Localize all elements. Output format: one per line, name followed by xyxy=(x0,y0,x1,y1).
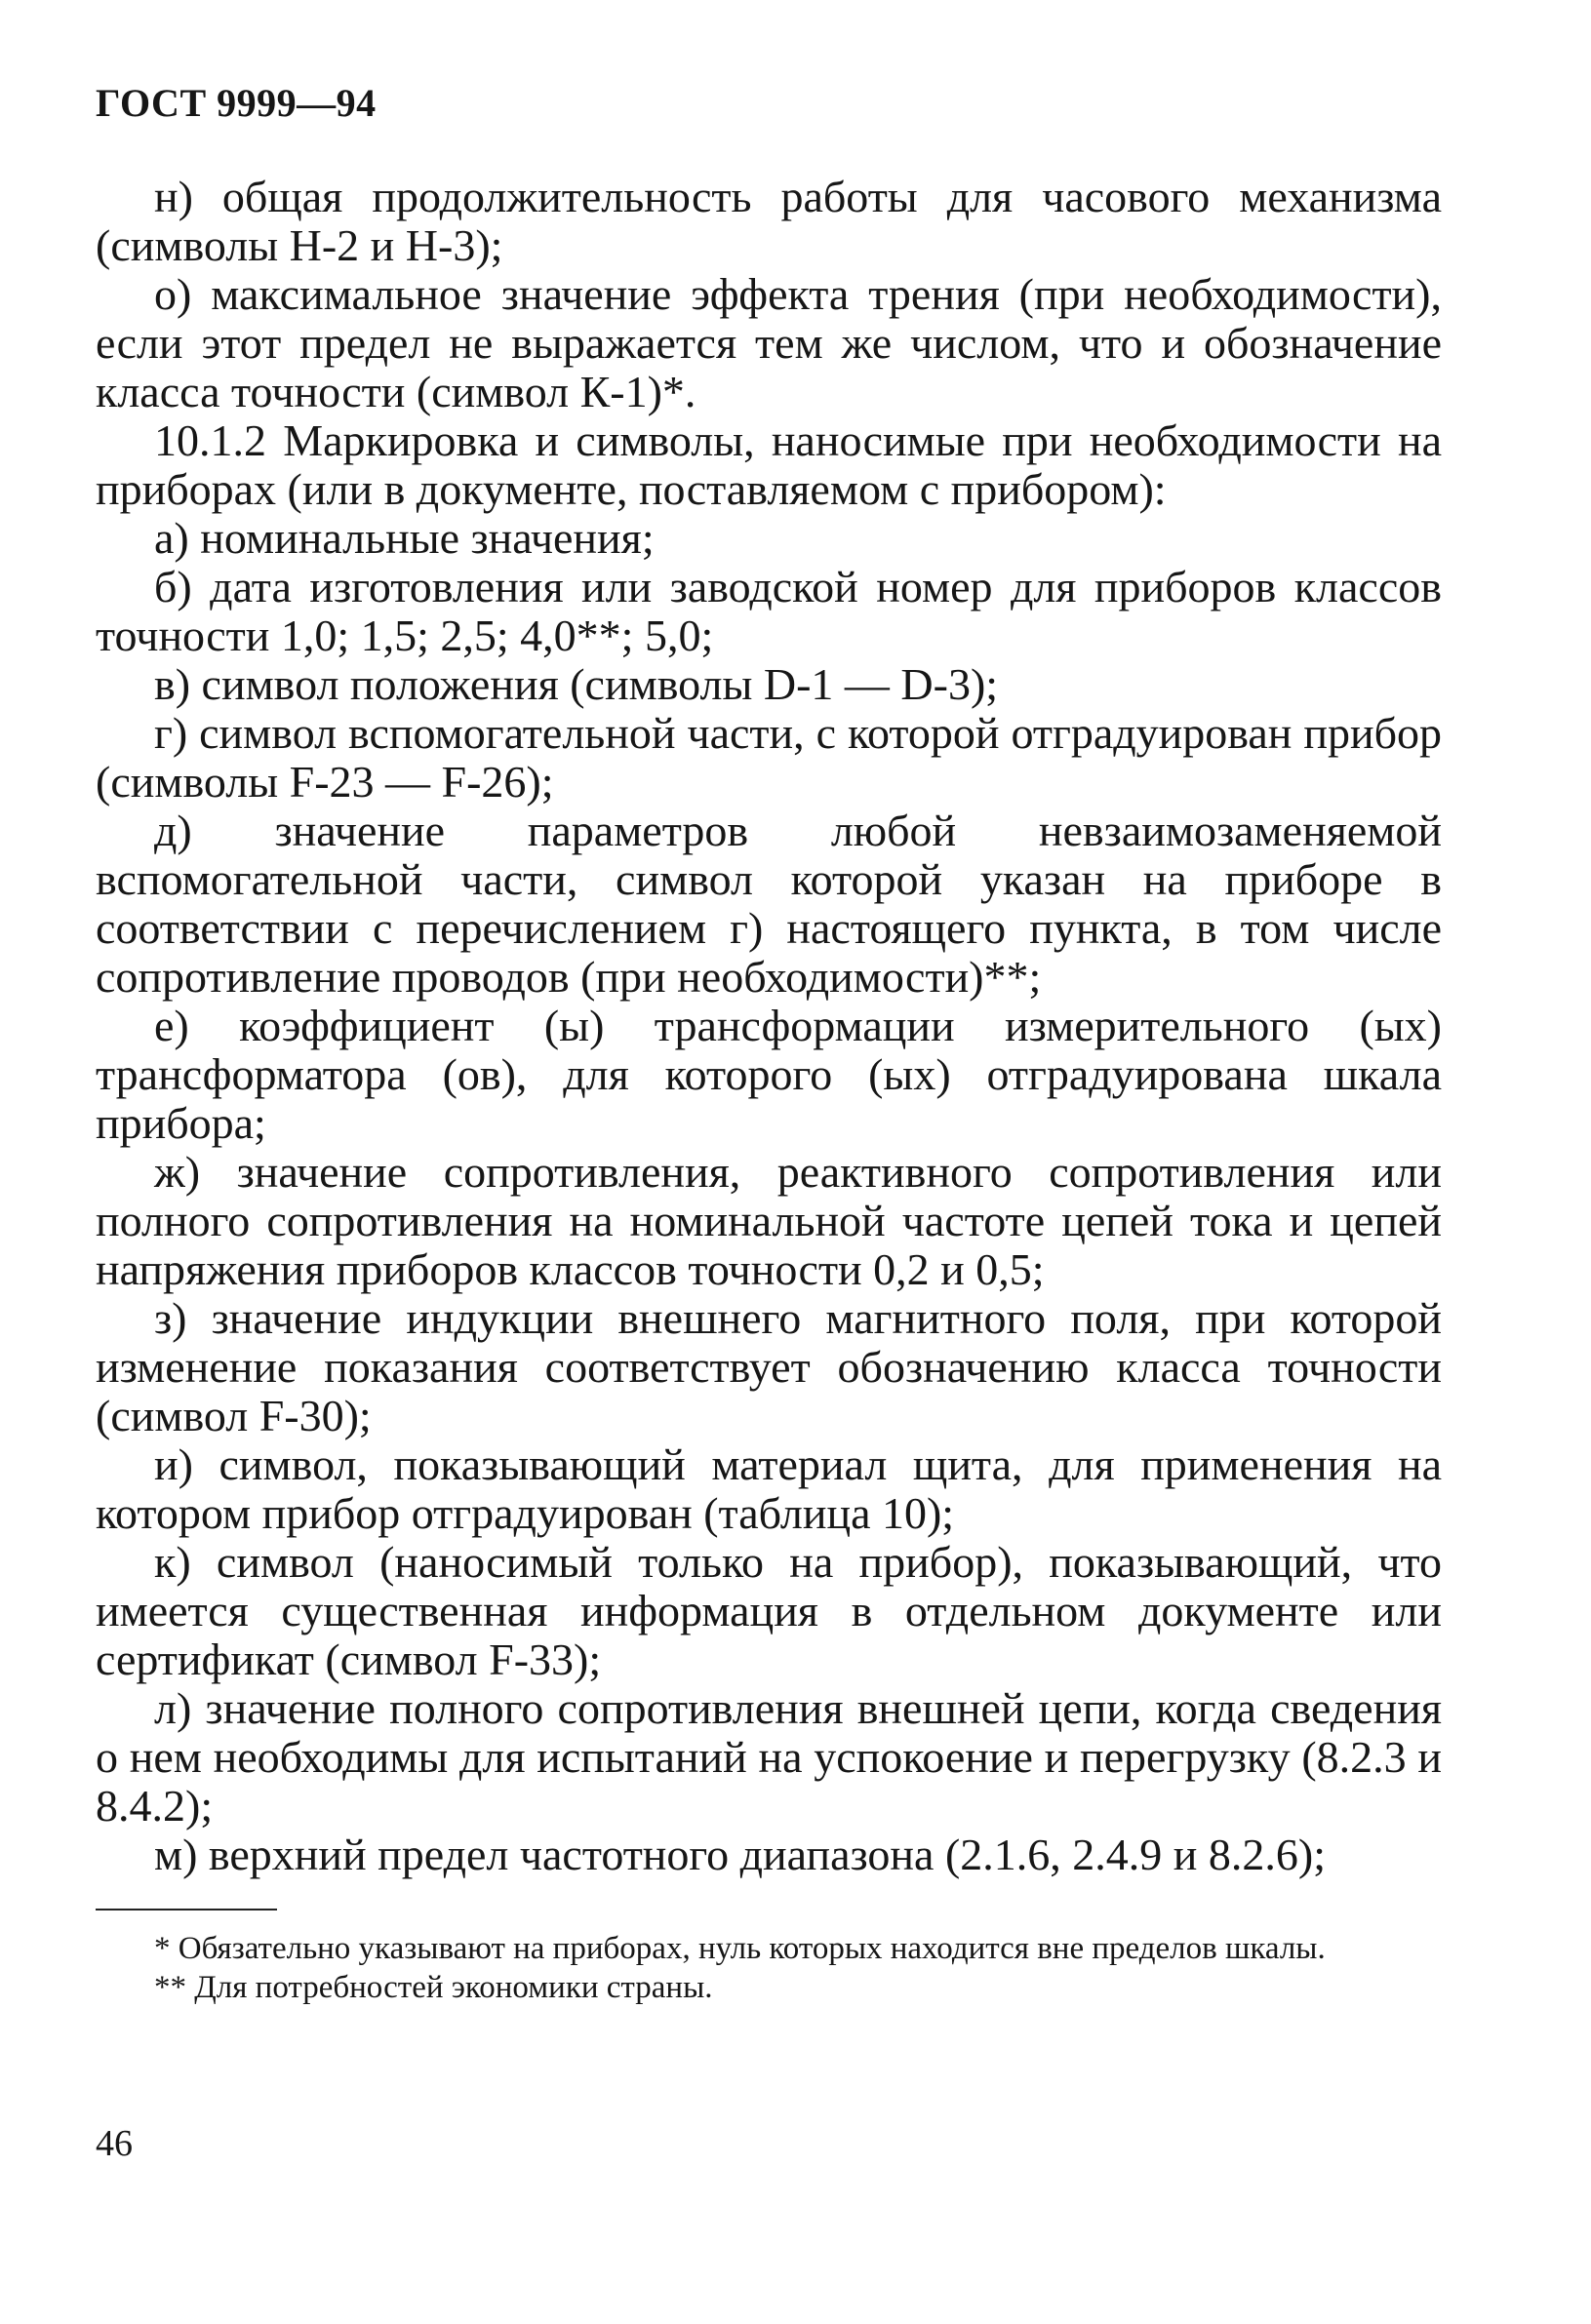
paragraph-a: а) номинальные значения; xyxy=(154,513,655,563)
footnote-divider xyxy=(96,1909,277,1910)
paragraph-z: з) значение индукции внешнего магнитного поля, при которой изменение показания соответствует обозначению класса точности (символ F-30); xyxy=(96,1293,1442,1440)
main-text xyxy=(96,173,1442,1879)
paragraph-n: н) общая продолжительность работы для часового механизма (символы Н-2 и Н-3); xyxy=(96,172,1442,270)
paragraph-k: к) символ (наносимый только на прибор), показывающий, что имеется существенная информация в отдельном документе или сертификат (символ F-33); xyxy=(96,1537,1442,1684)
paragraph-e: е) коэффициент (ы) трансформации измерительного (ых) трансформатора (ов), для которого (ых) отградуирована шкала прибора; xyxy=(96,1001,1442,1148)
paragraph-v: в) символ положения (символы D-1 — D-3); xyxy=(154,659,999,709)
footnote-1: * Обязательно указывают на приборах, нуль которых находится вне пределов шкалы. xyxy=(154,1931,1326,1966)
paragraph-m: м) верхний предел частотного диапазона (2.1.6, 2.4.9 и 8.2.6); xyxy=(154,1830,1326,1879)
paragraph-o: о) максимальное значение эффекта трения (при необходимости), если этот предел не выражается тем же числом, что и обозначение класса точности (символ К-1)*. xyxy=(96,269,1442,416)
paragraph-zh: ж) значение сопротивления, реактивного сопротивления или полного сопротивления на номинальной частоте цепей тока и цепей напряжения приборов классов точности 0,2 и 0,5; xyxy=(96,1147,1442,1294)
paragraph-l: л) значение полного сопротивления внешней цепи, когда сведения о нем необходимы для испытаний на успокоение и перегрузку (8.2.3 и 8.4.2); xyxy=(96,1683,1442,1831)
document-header: ГОСТ 9999—94 xyxy=(96,81,377,125)
footnotes xyxy=(96,1929,1442,2007)
page-number: 46 xyxy=(96,2123,133,2164)
paragraph-b: б) дата изготовления или заводской номер для приборов классов точности 1,0; 1,5; 2,5; 4,0**; 5,0; xyxy=(96,562,1442,660)
paragraph-d: д) значение параметров любой невзаимозаменяемой вспомогательной части, символ которой указан на приборе в соответствии с перечислением г) настоящего пункта, в том числе сопротивление проводов (при необходимости)**; xyxy=(96,806,1442,1002)
paragraph-g: г) символ вспомогательной части, с которой отградуирован прибор (символы F-23 — F-26); xyxy=(96,708,1442,807)
paragraph-i: и) символ, показывающий материал щита, для применения на котором прибор отградуирован (таблица 10); xyxy=(96,1439,1442,1538)
paragraph-10-1-2: 10.1.2 Маркировка и символы, наносимые при необходимости на приборах (или в документе, поставляемом с прибором): xyxy=(96,415,1442,514)
footnote-2: ** Для потребностей экономики страны. xyxy=(154,1970,713,2005)
